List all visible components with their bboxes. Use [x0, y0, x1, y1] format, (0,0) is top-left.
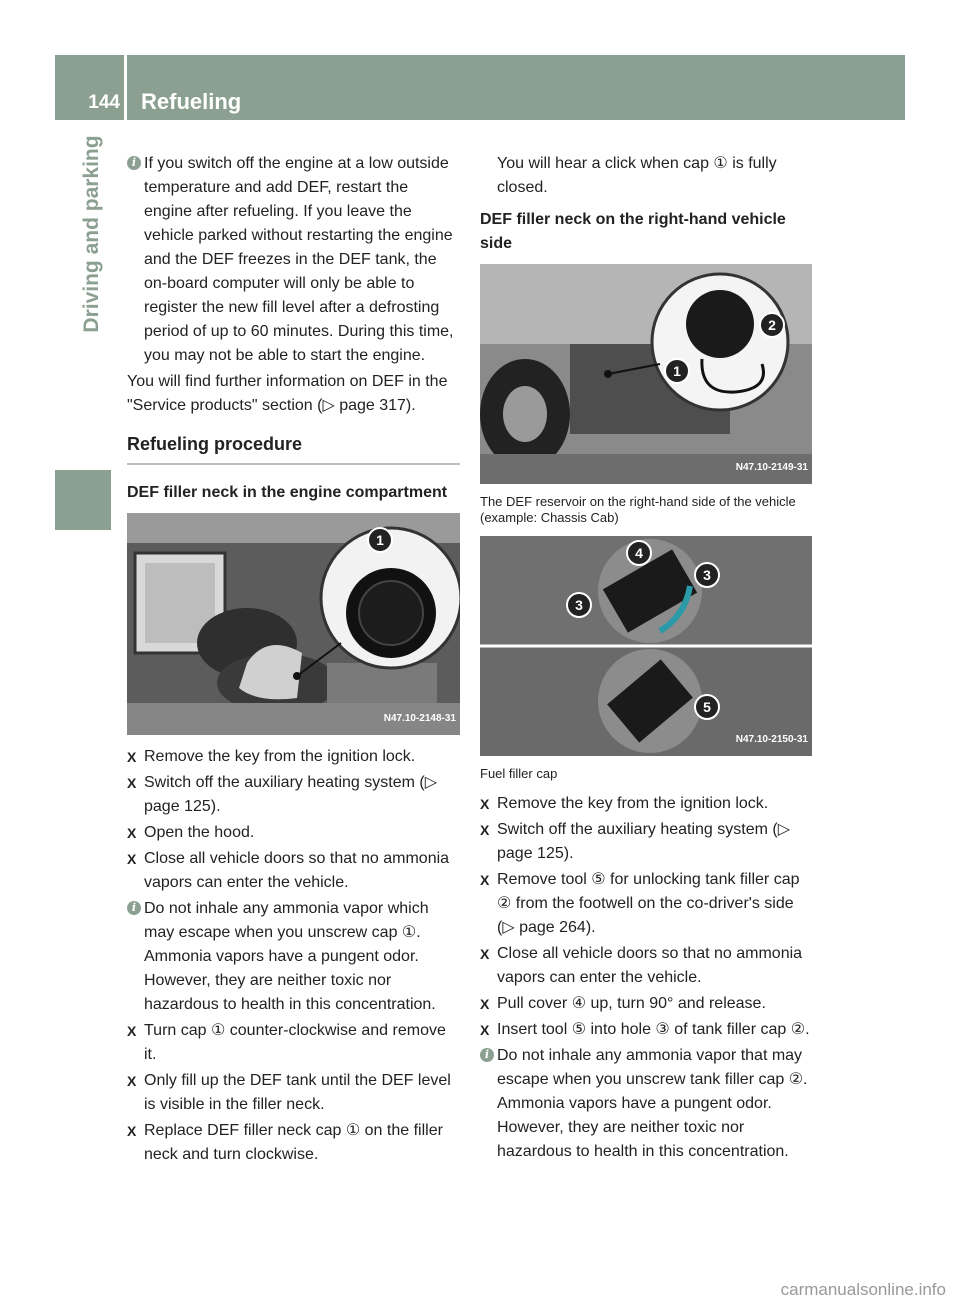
subheading-right-side: DEF filler neck on the right-hand vehicle side: [480, 211, 786, 252]
step-item: [480, 992, 812, 1016]
callout-1: 1: [664, 358, 690, 384]
watermark: carmanualsonline.info: [780, 1280, 946, 1299]
step-item: [127, 847, 460, 895]
step-text: Pull cover ④ up, turn 90° and release.: [497, 995, 766, 1012]
step-marker: X: [127, 1023, 137, 1039]
info-note-text: If you switch off the engine at a low outside temperature and add DEF, restart the engine after refueling. If you leave the vehicle parked without restarting the engine and the DEF freezes in the DEF tank, the on-board computer will only be able to register the new fill level after a defrosting period of up to 60 minutes. During this time, you may not be able to start the engine.: [144, 155, 454, 364]
left-column: [127, 152, 460, 1169]
section-title: Refueling procedure: [127, 432, 460, 465]
figure-fuel-filler-cap: [480, 536, 812, 756]
step-item: [480, 818, 812, 866]
step-item: [480, 1018, 812, 1042]
continued-text: You will hear a click when cap ① is fully closed.: [497, 155, 777, 196]
engine-compartment-illustration: [127, 513, 460, 735]
right-column: [480, 152, 812, 1166]
info-note-text: Do not inhale any ammonia vapor that may escape when you unscrew tank filler cap ②. Ammonia vapors have a pungent odor. However, they are neither toxic nor hazardous to health in this concentration.: [497, 1047, 808, 1160]
info-note-1: [127, 152, 460, 368]
callout-2: 2: [759, 312, 785, 338]
step-marker: X: [480, 996, 490, 1012]
step-marker: X: [480, 946, 490, 962]
steps-list-2: [127, 1019, 460, 1167]
step-text: Open the hood.: [144, 824, 255, 841]
step-marker: X: [480, 872, 490, 888]
step-item: [480, 942, 812, 990]
step-marker: X: [127, 1123, 137, 1139]
steps-list-1: [127, 745, 460, 895]
side-tab: [82, 127, 102, 341]
info-icon: i: [480, 1048, 494, 1062]
step-item: [127, 1069, 460, 1117]
reservoir-illustration: [480, 264, 812, 484]
figure-caption: The DEF reservoir on the right-hand side of the vehicle (example: Chassis Cab): [480, 494, 796, 525]
figure-caption: Fuel filler cap: [480, 766, 558, 781]
step-item: [127, 821, 460, 845]
info-icon: i: [127, 901, 141, 915]
figure-code: N47.10-2149-31: [735, 462, 808, 473]
step-marker: X: [480, 796, 490, 812]
step-item: [480, 792, 812, 816]
figure-right-side-reservoir: [480, 264, 812, 484]
step-marker: X: [127, 1073, 137, 1089]
figure-code: N47.10-2148-31: [383, 713, 456, 724]
step-item: [127, 1119, 460, 1167]
step-text: Remove the key from the ignition lock.: [497, 795, 769, 812]
step-text: Switch off the auxiliary heating system (▷ page 125).: [144, 774, 438, 815]
step-item: [127, 745, 460, 769]
info-note-3: [480, 1044, 812, 1164]
header-divider: [124, 55, 127, 120]
info-icon: i: [127, 156, 141, 170]
callout-1: 1: [367, 527, 393, 553]
steps-list-right: [480, 792, 812, 1042]
filler-cap-illustration: [480, 536, 812, 756]
step-text: Insert tool ⑤ into hole ③ of tank filler cap ②.: [497, 1021, 810, 1038]
callout-4: 4: [626, 540, 652, 566]
step-text: Only fill up the DEF tank until the DEF level is visible in the filler neck.: [144, 1072, 451, 1113]
step-marker: X: [480, 1022, 490, 1038]
step-marker: X: [127, 825, 137, 841]
page-title: Refueling: [141, 89, 242, 114]
callout-5: 5: [694, 694, 720, 720]
step-marker: X: [127, 851, 137, 867]
info-note-2: [127, 897, 460, 1017]
callout-3: 3: [566, 592, 592, 618]
page-number: 144: [88, 92, 120, 113]
subheading-engine: DEF filler neck in the engine compartment: [127, 484, 448, 501]
step-text: Replace DEF filler neck cap ① on the filler neck and turn clockwise.: [144, 1122, 443, 1163]
step-marker: X: [127, 775, 137, 791]
side-tab-block: [55, 470, 111, 530]
paragraph: You will find further information on DEF in the "Service products" section (▷ page 317).: [127, 373, 448, 414]
callout-3: 3: [694, 562, 720, 588]
step-item: [127, 771, 460, 819]
step-text: Turn cap ① counter-clockwise and remove it.: [144, 1022, 446, 1063]
step-marker: X: [480, 822, 490, 838]
step-text: Remove tool ⑤ for unlocking tank filler cap ② from the footwell on the co-driver's side (▷ page 264).: [497, 871, 800, 936]
step-item: [127, 1019, 460, 1067]
step-text: Close all vehicle doors so that no ammonia vapors can enter the vehicle.: [497, 945, 803, 986]
step-text: Switch off the auxiliary heating system (▷ page 125).: [497, 821, 791, 862]
step-marker: X: [127, 749, 137, 765]
info-note-text: Do not inhale any ammonia vapor which may escape when you unscrew cap ①. Ammonia vapors have a pungent odor. However, they are neither toxic nor hazardous to health in this concentration.: [144, 900, 436, 1013]
side-tab-label: Driving and parking: [80, 135, 103, 333]
step-item: [480, 868, 812, 940]
step-text: Remove the key from the ignition lock.: [144, 748, 416, 765]
figure-code: N47.10-2150-31: [735, 734, 808, 745]
figure-engine-compartment: [127, 513, 460, 735]
step-text: Close all vehicle doors so that no ammonia vapors can enter the vehicle.: [144, 850, 450, 891]
